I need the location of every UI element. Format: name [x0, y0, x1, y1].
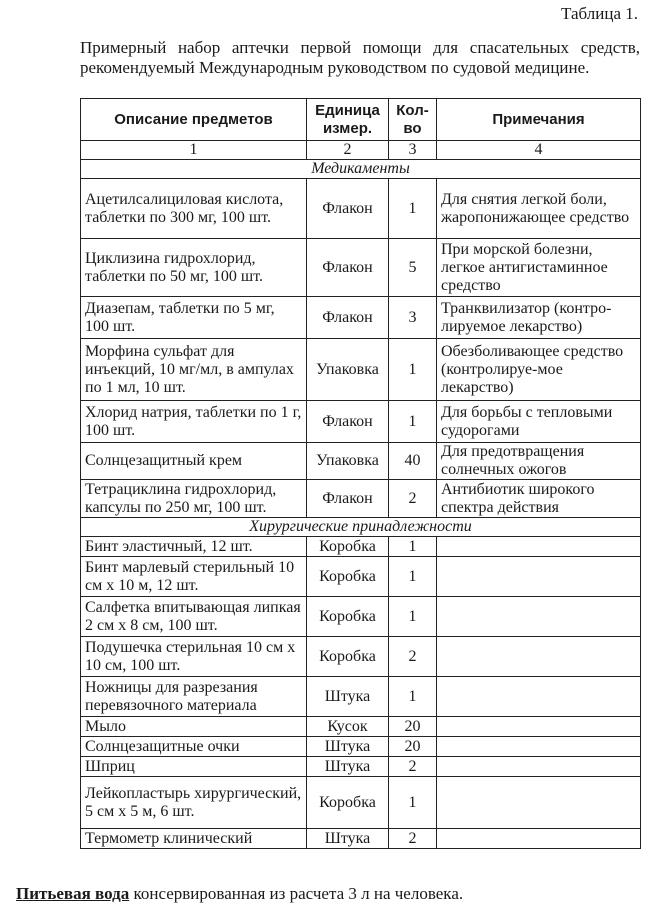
item-note: Транквилизатор (контро-лируемое лекарство)	[437, 297, 641, 339]
item-qty: 2	[389, 637, 437, 677]
item-note: При морской болезни, легкое антигистаминное средство	[437, 239, 641, 297]
item-qty: 1	[389, 557, 437, 597]
item-note	[437, 777, 641, 829]
table-row	[81, 179, 641, 239]
item-unit: Штука	[307, 737, 389, 757]
header-notes: Примечания	[437, 99, 641, 141]
header-qty: Кол-во	[389, 99, 437, 141]
table-row	[81, 480, 641, 518]
table-row	[81, 239, 641, 297]
item-description: Подушечка стерильная 10 см х 10 см, 100 шт.	[81, 637, 307, 677]
item-qty: 1	[389, 179, 437, 239]
item-note	[437, 757, 641, 777]
item-qty: 2	[389, 480, 437, 518]
item-description: Солнцезащитные очки	[81, 737, 307, 757]
footer-text: консервированная из расчета 3 л на человека.	[129, 884, 464, 903]
intro-paragraph: Примерный набор аптечки первой помощи для спасательных средств, рекомендуемый Международным руководством по судовой медицине.	[80, 38, 640, 77]
section-meds	[81, 160, 641, 179]
item-description: Диазепам, таблетки по 5 мг, 100 шт.	[81, 297, 307, 339]
item-note	[437, 597, 641, 637]
item-unit: Коробка	[307, 537, 389, 557]
item-note	[437, 677, 641, 717]
table-row	[81, 777, 641, 829]
footer-note	[16, 884, 463, 904]
item-qty: 3	[389, 297, 437, 339]
item-description: Солнцезащитный крем	[81, 443, 307, 480]
table-row	[81, 339, 641, 401]
column-number: 2	[307, 141, 389, 160]
item-note	[437, 829, 641, 849]
first-aid-kit-table	[80, 98, 641, 849]
item-description: Салфетка впитывающая липкая 2 см х 8 см, 100 шт.	[81, 597, 307, 637]
item-qty: 2	[389, 757, 437, 777]
table-row	[81, 737, 641, 757]
item-unit: Штука	[307, 677, 389, 717]
table-body	[81, 160, 641, 849]
item-note	[437, 557, 641, 597]
item-note	[437, 637, 641, 677]
item-description: Морфина сульфат для инъекций, 10 мг/мл, в ампулах по 1 мл, 10 шт.	[81, 339, 307, 401]
item-unit: Флакон	[307, 480, 389, 518]
item-unit: Упаковка	[307, 339, 389, 401]
item-description: Ацетилсалициловая кислота, таблетки по 300 мг, 100 шт.	[81, 179, 307, 239]
table-row	[81, 757, 641, 777]
item-qty: 1	[389, 677, 437, 717]
item-description: Хлорид натрия, таблетки по 1 г, 100 шт.	[81, 401, 307, 443]
item-unit: Штука	[307, 757, 389, 777]
item-description: Лейкопластырь хирургический, 5 см х 5 м, 6 шт.	[81, 777, 307, 829]
item-unit: Упаковка	[307, 443, 389, 480]
item-qty: 5	[389, 239, 437, 297]
item-qty: 1	[389, 537, 437, 557]
item-note	[437, 737, 641, 757]
column-number: 4	[437, 141, 641, 160]
item-note: Для снятия легкой боли, жаропонижающее средство	[437, 179, 641, 239]
item-qty: 40	[389, 443, 437, 480]
table-row	[81, 443, 641, 480]
item-qty: 20	[389, 717, 437, 737]
item-unit: Флакон	[307, 179, 389, 239]
item-unit: Коробка	[307, 637, 389, 677]
item-note: Для борьбы с тепловыми судорогами	[437, 401, 641, 443]
header-unit: Единица измер.	[307, 99, 389, 141]
item-description: Бинт эластичный, 12 шт.	[81, 537, 307, 557]
item-unit: Флакон	[307, 297, 389, 339]
item-note: Антибиотик широкого спектра действия	[437, 480, 641, 518]
item-description: Термометр клинический	[81, 829, 307, 849]
item-unit: Коробка	[307, 557, 389, 597]
item-description: Бинт марлевый стерильный 10 см х 10 м, 12 шт.	[81, 557, 307, 597]
table-row	[81, 597, 641, 637]
item-unit: Флакон	[307, 239, 389, 297]
item-unit: Флакон	[307, 401, 389, 443]
item-description: Мыло	[81, 717, 307, 737]
table-row	[81, 401, 641, 443]
item-unit: Штука	[307, 829, 389, 849]
item-qty: 1	[389, 597, 437, 637]
column-number-row	[81, 141, 641, 160]
section-surgical-label: Хирургические принадлежности	[81, 518, 641, 537]
item-description: Циклизина гидрохлорид, таблетки по 50 мг, 100 шт.	[81, 239, 307, 297]
item-description: Тетрациклина гидрохлорид, капсулы по 250 мг, 100 шт.	[81, 480, 307, 518]
item-note: Для предотвращения солнечных ожогов	[437, 443, 641, 480]
table-row	[81, 677, 641, 717]
item-qty: 1	[389, 777, 437, 829]
item-unit: Кусок	[307, 717, 389, 737]
header-description: Описание предметов	[81, 99, 307, 141]
item-qty: 1	[389, 401, 437, 443]
header-row	[81, 99, 641, 141]
item-qty: 2	[389, 829, 437, 849]
item-unit: Коробка	[307, 777, 389, 829]
item-description: Шприц	[81, 757, 307, 777]
column-number: 3	[389, 141, 437, 160]
column-number: 1	[81, 141, 307, 160]
footer-bold: Питьевая вода	[16, 884, 130, 903]
table-row	[81, 557, 641, 597]
section-meds-label: Медикаменты	[81, 160, 641, 179]
table-row	[81, 297, 641, 339]
table-row	[81, 537, 641, 557]
item-unit: Коробка	[307, 597, 389, 637]
item-qty: 20	[389, 737, 437, 757]
item-qty: 1	[389, 339, 437, 401]
item-note	[437, 717, 641, 737]
table-caption: Таблица 1.	[561, 4, 638, 23]
table-row	[81, 829, 641, 849]
item-note: Обезболивающее средство (контролируе-мое лекарство)	[437, 339, 641, 401]
table-row	[81, 637, 641, 677]
item-note	[437, 537, 641, 557]
section-surgical	[81, 518, 641, 537]
item-description: Ножницы для разрезания перевязочного материала	[81, 677, 307, 717]
table-row	[81, 717, 641, 737]
